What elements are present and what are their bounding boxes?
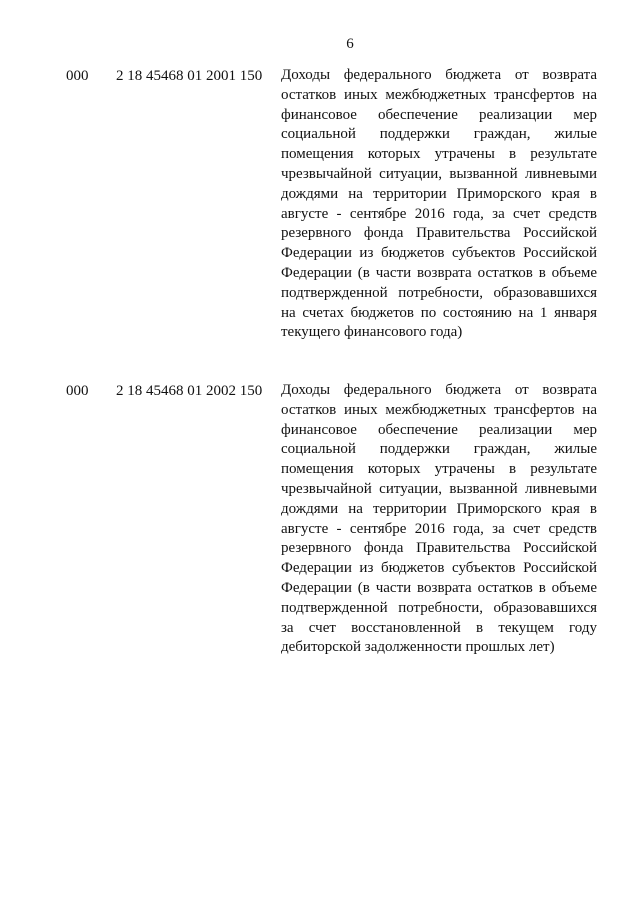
description-line: остатков иных межбюджетных трансфертов на	[281, 401, 597, 418]
description-line: на счетах бюджетов по состоянию на 1 января	[281, 304, 597, 321]
description-line: Федерации (в части возврата остатков в объеме	[281, 579, 597, 596]
description-line: Федерации из бюджетов субъектов Российской	[281, 245, 597, 262]
description-line: чрезвычайной ситуации, вызванной ливневыми	[281, 165, 597, 182]
description-line: Доходы федерального бюджета от возврата	[281, 382, 597, 398]
description-line: дождями на территории Приморского края в	[281, 185, 597, 202]
description-line: финансовое обеспечение реализации мер	[281, 421, 597, 438]
description-line: августе - сентябре 2016 года, за счет средств	[281, 520, 597, 537]
description-line: резервного фонда Правительства Российской	[281, 540, 597, 557]
description-line: августе - сентябре 2016 года, за счет средств	[281, 205, 597, 222]
description-line: дождями на территории Приморского края в	[281, 500, 597, 517]
description-line: Федерации (в части возврата остатков в объеме	[281, 264, 597, 281]
description-line: текущего финансового года)	[281, 324, 463, 341]
description-line: социальной поддержки граждан, жилые	[281, 126, 597, 143]
description-line: социальной поддержки граждан, жилые	[281, 441, 597, 458]
page-number: 6	[346, 36, 354, 52]
description-line: остатков иных межбюджетных трансфертов на	[281, 86, 597, 103]
income-description	[281, 381, 597, 658]
description-line: подтвержденной потребности, образовавшихся	[281, 599, 597, 616]
budget-classification-code: 2 18 45468 01 2002 150	[116, 383, 263, 399]
administrator-code: 000	[66, 383, 89, 399]
description-line: финансовое обеспечение реализации мер	[281, 106, 597, 123]
description-line: подтвержденной потребности, образовавшихся	[281, 284, 597, 301]
budget-classification-code: 2 18 45468 01 2001 150	[116, 68, 263, 84]
description-line: Доходы федерального бюджета от возврата	[281, 67, 597, 83]
description-line: Федерации из бюджетов субъектов Российской	[281, 560, 597, 577]
description-line: чрезвычайной ситуации, вызванной ливневыми	[281, 480, 597, 497]
description-line: резервного фонда Правительства Российской	[281, 225, 597, 242]
income-description	[281, 66, 597, 343]
description-line: помещения которых утрачены в результате	[281, 461, 597, 478]
description-line: дебиторской задолженности прошлых лет)	[281, 639, 555, 656]
description-line: помещения которых утрачены в результате	[281, 146, 597, 163]
administrator-code: 000	[66, 68, 89, 84]
description-line: за счет восстановленной в текущем году	[281, 619, 597, 636]
